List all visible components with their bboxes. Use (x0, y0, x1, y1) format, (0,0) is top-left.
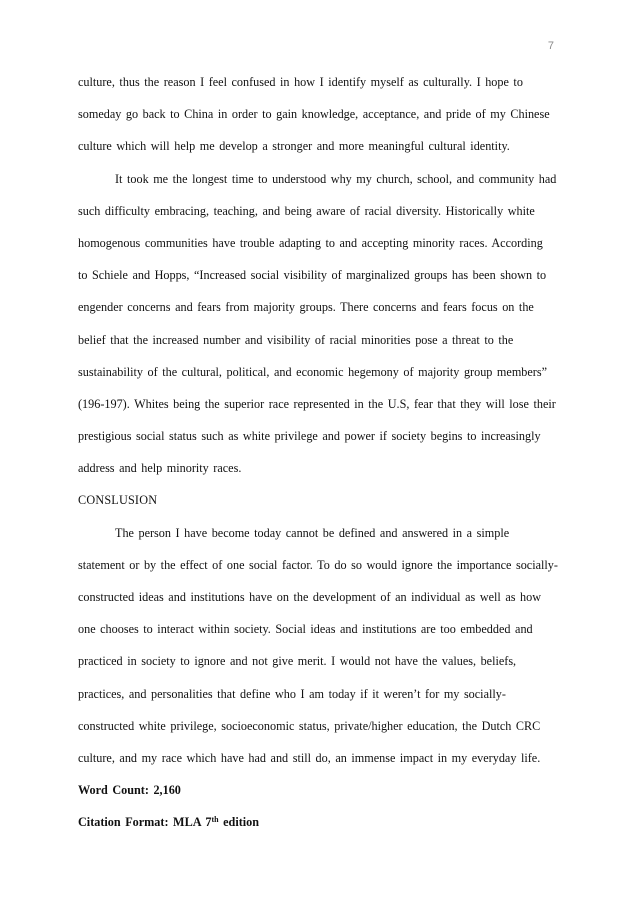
text-line: practices, and personalities that define who I am today if it weren’t for my socially- (78, 686, 506, 701)
paragraph-3 (78, 517, 564, 775)
text-line: address and help minority races. (78, 461, 242, 476)
text-line: prestigious social status such as white privilege and power if society begins to increasingly (78, 429, 541, 444)
text-line: constructed ideas and institutions have on the development of an individual as well as how (78, 590, 542, 604)
text-line: (196-197). Whites being the superior race represented in the U.S, fear that they will lose their (78, 396, 556, 411)
citation-format (78, 806, 564, 838)
text-line: culture which will help me develop a stronger and more meaningful cultural identity. (78, 139, 510, 154)
page-number: 7 (547, 40, 554, 52)
citation-format-suffix: edition (218, 815, 260, 830)
paragraph-1 (78, 66, 564, 163)
text-line: homogenous communities have trouble adapting to and accepting minority races. According (78, 235, 543, 250)
text-line: one chooses to interact within society. Social ideas and institutions are too embedded and (78, 622, 533, 637)
text-line: to Schiele and Hopps, “Increased social visibility of marginalized groups has been shown to (78, 268, 547, 283)
text-line: statement or by the effect of one social factor. To do so would ignore the importance socially- (78, 557, 558, 572)
conclusion-heading: CONSLUSION (78, 493, 158, 508)
citation-format-prefix: Citation Format: MLA 7 (78, 815, 212, 830)
text-line: constructed white privilege, socioeconomic status, private/higher education, the Dutch CRC (78, 718, 541, 733)
paragraph-2 (78, 163, 564, 485)
text-line: The person I have become today cannot be defined and answered in a simple (115, 525, 510, 540)
document-body (78, 66, 564, 839)
text-line: such difficulty embracing, teaching, and being aware of racial diversity. Historically white (78, 203, 535, 218)
text-line: It took me the longest time to understood why my church, school, and community had (115, 171, 557, 186)
text-line: culture, and my race which have had and still do, an immense impact in my everyday life. (78, 750, 541, 765)
text-line: practiced in society to ignore and not give merit. I would not have the values, beliefs, (78, 654, 517, 669)
citation-format-superscript: th (211, 815, 219, 825)
word-count: Word Count: 2,160 (78, 783, 181, 798)
text-line: belief that the increased number and visibility of racial minorities pose a threat to the (78, 332, 514, 347)
text-line: sustainability of the cultural, political, and economic hegemony of majority group members” (78, 364, 548, 379)
text-line: culture, thus the reason I feel confused in how I identify myself as culturally. I hope to (78, 75, 523, 89)
text-line: someday go back to China in order to gain knowledge, acceptance, and pride of my Chinese (78, 107, 550, 122)
text-line: engender concerns and fears from majority groups. There concerns and fears focus on the (78, 300, 534, 315)
